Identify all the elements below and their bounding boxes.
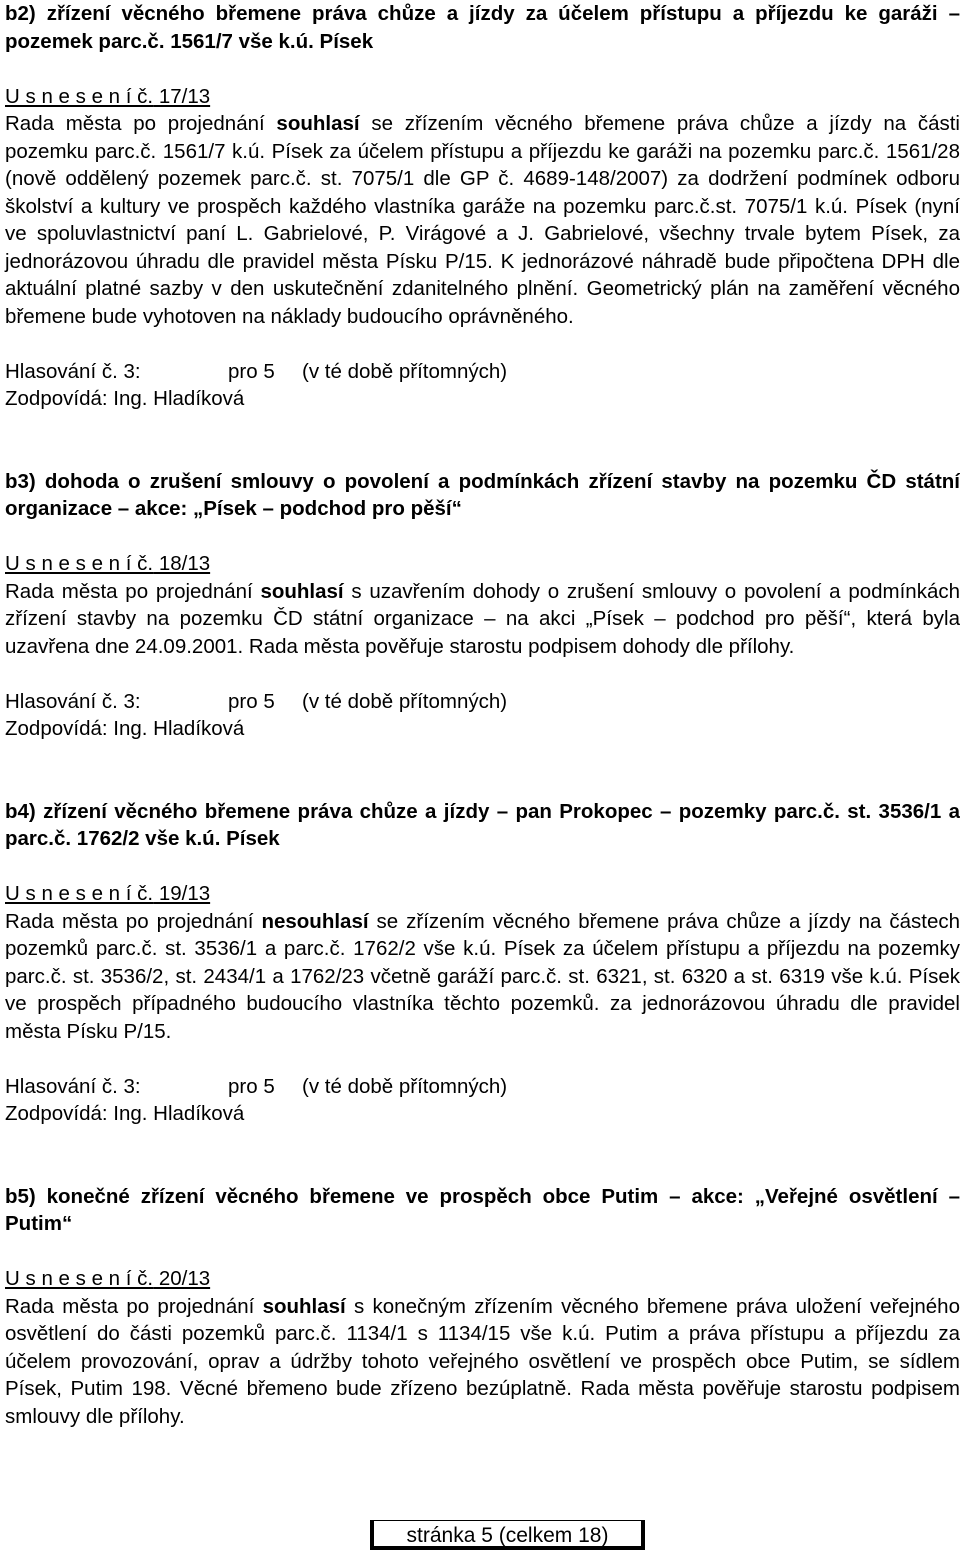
decision-word: souhlasí — [260, 579, 344, 603]
vote-line — [5, 1073, 960, 1101]
responsible-line: Zodpovídá: Ing. Hladíková — [5, 717, 245, 740]
resolution-text-18 — [5, 578, 960, 661]
resolution-text-19 — [5, 908, 960, 1046]
vote-result: pro 5 — [228, 689, 275, 713]
usneseni-prefix: U s n e s e n í č. — [5, 84, 154, 108]
usneseni-prefix: U s n e s e n í č. — [5, 552, 154, 575]
usneseni-19 — [5, 880, 960, 908]
vote-label: Hlasování č. 3: — [5, 359, 141, 383]
section-heading-b4: b4) zřízení věcného břemene práva chůze a jízdy – pan Prokopec – pozemky parc.č. st. 3536/1 a parc.č. 1762/2 vše k.ú. Písek — [5, 799, 960, 850]
usneseni-number: 19/13 — [153, 882, 211, 905]
text-pre: Rada města po projednání — [5, 909, 262, 933]
usneseni-number: 17/13 — [153, 84, 211, 108]
vote-label: Hlasování č. 3: — [5, 689, 141, 713]
usneseni-number: 20/13 — [153, 1267, 211, 1290]
responsible-line: Zodpovídá: Ing. Hladíková — [5, 1102, 245, 1125]
text-post: se zřízením věcného břemene práva chůze a jízdy na části pozemku parc.č. 1561/7 k.ú. Písek za účelem přístupu a příjezdu ke garáži na pozemku parc.č. 1561/28 (nově oddělený pozemek parc.č. st. 7075/1 dle GP č. 4689-148/2007) za dodržení podmínek odboru školství a kultury ve prospěch každého vlastníka garáže na pozemku parc.č.st. 7075/1 k.ú. Písek (nyní ve spoluvlastnictví paní L. Gabrielové, P. Virágové a J. Gabrielové, všechny trvale bytem Písek, za jednorázovou úhradu dle pravidel města Písku P/15. K jednorázové náhradě bude připočtena DPH dle aktuální platné sazby v den uskutečnění zdanitelného plnění. Geometrický plán na zaměření věcného břemene bude vyhotoven na náklady budoucího oprávněného. — [5, 112, 960, 328]
text-pre: Rada města po projednání — [5, 579, 261, 603]
page-number-footer: stránka 5 (celkem 18) — [370, 1520, 645, 1550]
decision-word: nesouhlasí — [261, 909, 369, 933]
usneseni-20 — [5, 1265, 960, 1293]
vote-note: (v té době přítomných) — [302, 359, 508, 383]
responsible-line: Zodpovídá: Ing. Hladíková — [5, 387, 245, 410]
vote-result: pro 5 — [228, 1074, 275, 1098]
decision-word: souhlasí — [276, 112, 360, 135]
text-post: s uzavřením dohody o zrušení smlouvy o povolení a podmínkách zřízení stavby na pozemku ČD státní organizace – na akci „Písek – podchod pro pěší“, která byla uzavřena dne 24.09.2001. Rada města pověřuje starostu podpisem dohody dle přílohy. — [5, 579, 960, 658]
text-post: se zřízením věcného břemene práva chůze a jízdy na částech pozemků parc.č. st. 3536/1 a parc.č. 1762/2 vše k.ú. Písek za účelem přístupu a příjezdu na pozemky parc.č. st. 3536/2, st. 2434/1 a 1762/23 včetně garáží parc.č. st. 6321, st. 6320 a st. 6319 vše k.ú. Písek ve prospěch případného budoucího vlastníka těchto pozemků. za jednorázovou úhradu dle pravidel města Písku P/15. — [5, 909, 960, 1043]
section-heading-b3: b3) dohoda o zrušení smlouvy o povolení a podmínkách zřízení stavby na pozemku ČD státní organizace – akce: „Písek – podchod pro pěší“ — [5, 469, 960, 520]
usneseni-17 — [5, 83, 960, 111]
section-heading-b5: b5) konečné zřízení věcného břemene ve prospěch obce Putim – akce: „Veřejné osvětlení – Putim“ — [5, 1184, 960, 1235]
vote-note: (v té době přítomných) — [302, 1074, 508, 1098]
vote-result: pro 5 — [228, 359, 275, 383]
section-heading-b2: b2) zřízení věcného břemene práva chůze a jízdy za účelem přístupu a příjezdu ke garáži – pozemek parc.č. 1561/7 vše k.ú. Písek — [5, 2, 960, 53]
usneseni-prefix: U s n e s e n í č. — [5, 1267, 154, 1290]
text-pre: Rada města po projednání — [5, 112, 277, 135]
usneseni-prefix: U s n e s e n í č. — [5, 882, 154, 905]
document-page — [5, 0, 960, 1430]
resolution-text-17 — [5, 110, 960, 330]
vote-line — [5, 358, 960, 386]
usneseni-18 — [5, 550, 960, 578]
resolution-text-20 — [5, 1293, 960, 1431]
decision-word: souhlasí — [262, 1294, 346, 1318]
vote-note: (v té době přítomných) — [302, 689, 508, 713]
text-post: s konečným zřízením věcného břemene práva uložení veřejného osvětlení do části pozemků parc.č. 1134/1 s 1134/15 vše k.ú. Putim a práva přístupu a příjezdu za účelem provozování, oprav a údržby tohoto veřejného osvětlení ve prospěch obce Putim, se sídlem Písek, Putim 198. Věcné břemeno bude zřízeno bezúplatně. Rada města pověřuje starostu podpisem smlouvy dle přílohy. — [5, 1294, 960, 1428]
vote-label: Hlasování č. 3: — [5, 1074, 141, 1098]
usneseni-number: 18/13 — [153, 552, 211, 575]
vote-line — [5, 688, 960, 716]
text-pre: Rada města po projednání — [5, 1294, 263, 1318]
